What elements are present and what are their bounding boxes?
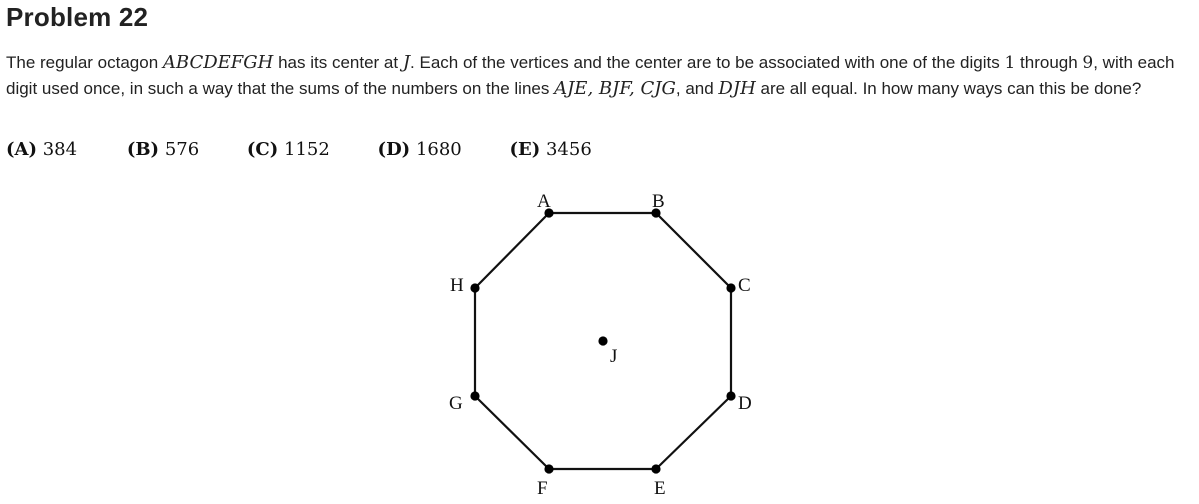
text-segment: , and [675, 79, 719, 98]
text-segment: through [1015, 53, 1083, 72]
math-digit-one: 1 [1004, 53, 1016, 73]
choice-letter: (D) [377, 139, 411, 160]
math-digit-nine: 9 [1082, 53, 1094, 73]
math-line-bjf: BJF [598, 78, 630, 99]
math-line-aje: AJE [554, 78, 588, 99]
text-segment: has its center at [273, 53, 403, 72]
choice-value: 384 [42, 139, 78, 160]
math-center: J [402, 52, 411, 73]
text-segment: , with each digit used once, in such a way that the sums of the numbers on the lines [6, 53, 1175, 98]
vertex-e-point [651, 464, 660, 473]
vertex-label-e: E [654, 478, 666, 499]
text-segment: are all equal. In how many ways can this be done? [755, 79, 1142, 98]
text-segment: . Each of the vertices and the center are to be associated with one of the digits [410, 53, 1005, 72]
text-segment: The regular octagon [6, 53, 163, 72]
math-line-djh: DJH [718, 78, 756, 99]
vertex-label-a: A [537, 191, 551, 212]
math-separator: , [587, 78, 599, 99]
choice-value: 1680 [415, 139, 462, 160]
choice-value: 576 [164, 139, 200, 160]
math-octagon: ABCDEFGH [162, 52, 274, 73]
problem-title: Problem 22 [6, 2, 149, 32]
center-j-point [598, 336, 607, 345]
vertex-c-point [726, 283, 735, 292]
vertex-label-d: D [738, 393, 752, 414]
math-line-cjg: CJG [640, 78, 676, 99]
choice-value: 3456 [545, 139, 592, 160]
choice-letter: (A) [6, 139, 37, 160]
vertex-label-c: C [738, 275, 751, 296]
choice-letter: (C) [246, 139, 279, 160]
vertex-f-point [544, 464, 553, 473]
choice-letter: (E) [509, 139, 541, 160]
choice-value: 1152 [284, 139, 330, 160]
vertex-d-point [726, 391, 735, 400]
vertex-label-f: F [537, 478, 548, 499]
vertex-label-h: H [450, 275, 464, 296]
vertex-g-point [470, 391, 479, 400]
vertex-label-b: B [652, 191, 665, 212]
vertex-label-g: G [449, 393, 463, 414]
vertex-h-point [470, 283, 479, 292]
center-label-j: J [610, 346, 618, 367]
math-separator: , [629, 78, 641, 99]
choice-letter: (B) [126, 139, 160, 160]
